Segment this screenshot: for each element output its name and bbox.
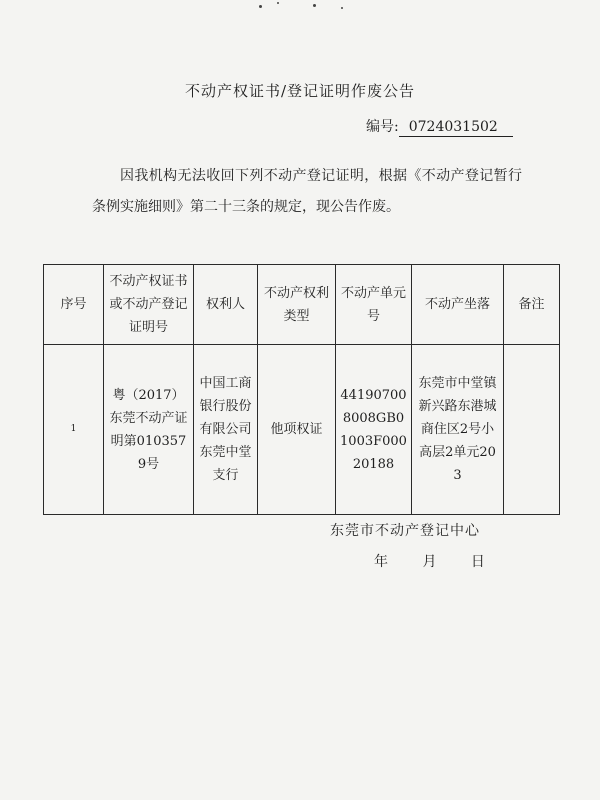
header-unit-no: 不动产单元号 <box>336 265 412 345</box>
cell-right-type: 他项权证 <box>258 345 336 515</box>
cell-certificate: 粤（2017）东莞不动产证明第0103579号 <box>104 345 194 515</box>
issuing-organization: 东莞市不动产登记中心 <box>330 523 480 539</box>
number-value: 0724031502 <box>399 119 513 137</box>
header-index: 序号 <box>44 265 104 345</box>
number-label: 编号: <box>366 119 399 135</box>
header-certificate: 不动产权证书或不动产登记证明号 <box>104 265 194 345</box>
table-header-row <box>44 265 560 345</box>
table-row <box>44 345 560 515</box>
notice-body: 因我机构无法收回下列不动产登记证明，根据《不动产登记暂行条例实施细则》第二十三条的规定，现公告作废。 <box>92 168 522 215</box>
scan-artifacts <box>255 0 365 14</box>
cell-remarks <box>504 345 560 515</box>
cell-location: 东莞市中堂镇新兴路东港城商住区2号小高层2单元203 <box>412 345 504 515</box>
header-holder: 权利人 <box>194 265 258 345</box>
records-table <box>43 264 560 515</box>
header-location: 不动产坐落 <box>412 265 504 345</box>
cell-index: 1 <box>44 345 104 515</box>
header-remarks: 备注 <box>504 265 560 345</box>
header-right-type: 不动产权利类型 <box>258 265 336 345</box>
notice-number <box>366 116 513 137</box>
cell-unit-no: 441907008008GB01003F00020188 <box>336 345 412 515</box>
cell-holder: 中国工商银行股份有限公司东莞中堂支行 <box>194 345 258 515</box>
issue-date: 年 月 日 <box>374 554 485 570</box>
notice-title: 不动产权证书/登记证明作废公告 <box>184 82 416 100</box>
